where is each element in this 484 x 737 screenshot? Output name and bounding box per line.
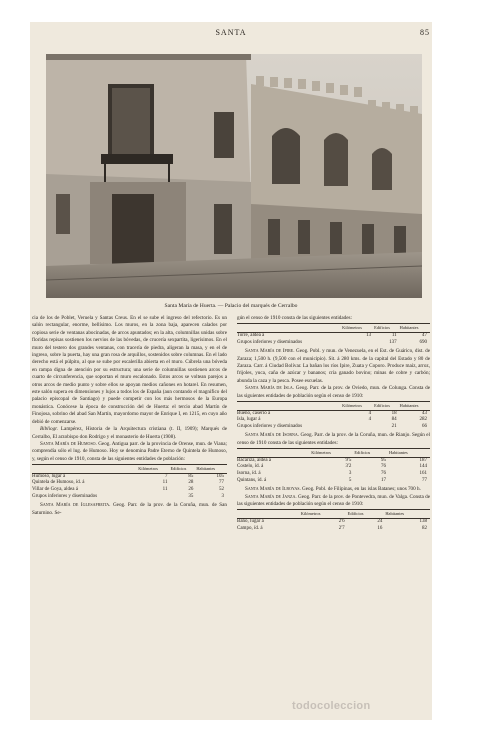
table-row: Grupos inferiores y diseminados 21 66 (237, 423, 427, 429)
table-row: Grupos inferiores y diseminados 137 690 (237, 339, 427, 345)
population-table-janza (237, 509, 430, 532)
table-row: Bacariza, aldea á 9'5 95 187 (237, 457, 427, 463)
table-header-row: Kilómetros Edificios Habitantes (237, 510, 430, 519)
table-row: Torre, aldea á 13 11 47 (237, 333, 427, 338)
table-row: Quintela de Humoso, íd. á 11 28 77 (32, 480, 224, 486)
entry-ipire (237, 348, 430, 385)
entry-head-janza: Santa María de Janza. (245, 493, 297, 500)
table-header-row: Kilómetros Edificios Habitantes (237, 402, 430, 411)
col-header-hab: Habitantes (196, 465, 227, 474)
table-row: Bueño, caserío á 4 18 43 (237, 410, 427, 416)
table-header-row (32, 465, 227, 474)
entry-janza (237, 494, 430, 509)
left-column (32, 315, 227, 517)
entry-text-ipire: Geog. Pobl. y mun. de Venezuela, en el Est. de Guárico, dist. de Zaraza; 1,500 h. (9,500 con el municipio). Sit. á 280 kms. de la capital del Estado y 80 de Zaraza. Carr. á Ciudad Bolívar. La bañan los ríos Ipire, Zuata y Coporo. Produce maíz, arroz, frijoles, yuca, caña de azúcar y bananos; cría ganado bovino; minas de cobre y carbón; abunda la caza y la pesca. Posee escuelas. (237, 348, 430, 384)
table-row: Campo, íd. á 2'7 16 82 (237, 525, 427, 531)
col-header-ed: Edificios (170, 465, 196, 474)
running-header (30, 28, 432, 40)
population-table-isla (237, 401, 430, 430)
entry-isla (237, 385, 430, 400)
entry-text-ilboyas: Geog. Pobl. de Filipinas, en las islas Batanes; unos 700 h. (302, 486, 421, 493)
entry-text-janza: Geog. Parr. de la prov. de Pontevedra, mun. de Valga. Consta de las siguientes entidades de población según el censo de 1910: (237, 493, 430, 507)
population-table-humoso (32, 464, 227, 500)
table-row: Villar de Goya, aldea á 11 26 52 (32, 486, 224, 492)
table-row: Quintans, íd. á 5 17 77 (237, 477, 427, 483)
table-row: Isla, lugar á 4 84 282 (237, 417, 427, 423)
population-table-isorna (237, 448, 430, 484)
table-header-row: Kilómetros Edificios Habitantes (237, 449, 430, 458)
entry-text-isorna: Geog. Parr. de la prov. de la Coruña, mun. de Rianjo. Según el censo de 1910 consta de las siguientes entidades: (237, 432, 430, 446)
table-row: Isorna, íd. á 3 76 161 (237, 471, 427, 476)
table-row: Baño, lugar á 2'6 24 138 (237, 519, 427, 524)
continued-paragraph: gún el censo de 1910 consta de las siguientes entidades: (237, 315, 352, 321)
table-row: Grupos inferiores y diseminados 35 3 (32, 493, 224, 499)
entry-text-humoso: Geog. Antigua parr. de la provincia de Orense, mun. de Viana; comprendía sólo el lug. de Humoso. Hoy se denomina Padre Eterno de Quintela de Humoso, y, según el censo de 1910, consta de las siguientes entidades de población: (32, 440, 227, 462)
entry-ilboyas (237, 486, 430, 493)
refectory-paragraph: cia de los de Poblet, Veruela y Santas Creus. En el se sube el ingreso del refectorio. Es un salón rectangular, enorme, bellísimo. Los muros, en la zona baja, aparecen calados por copiosa serie de ventanas abocinadas, de arcos apuntados; en la alta, columnillas unidas sobre floridas repisas sostienen los nervios de las bóvedas, de crucería sexpartita, ligerísimos. En el muro del testero dos grandes ventanas, con tracería de piedra, aligeran la masa, y en el de ingreso, sobre la puerta, hay una gran rosa de arquillos, sostenidos sobre columnas. En el lado derecho está el púlpito, al que se sube por escalerilla abierta en el muro. Cúbrela una bóveda en rampa digna de atención por su estructura; una serie de columnillas sostienen arcos de cuarto de circunferencia, que soportan el muro escalonado. Estos arcos se voltean parejos a otros arcos de medio punto y sobre ellos se apoyan medios cañones en hotarel. En resumen, este salón supera en dimensiones y lujos a todos los de España (aun contando el magnífico del palacio episcopal de Santiago) y puede competir con los más hermosos de la Europa monástica. Conócese la época de construcción del de Huerta: el tercio abad Martín de Finojosa, sobrino del abad San Martín, mayordomo mayor de Enrique I, en 1215, en cuyo año debió de comenzarse. (32, 315, 227, 425)
palace-photograph (46, 54, 422, 298)
bibliography-paragraph (32, 426, 227, 441)
entry-text-isla: Geog. Parr. de la prov. de Oviedo, mun. de Colunga. Consta de las siguientes entidades de población según el censo de 1910: (237, 385, 430, 399)
photo-caption: Santa María de Huerta. — Palacio del marqués de Cerralbo (164, 303, 298, 309)
table-row: Costelo, íd. á 3'2 76 144 (237, 464, 427, 470)
entry-head-humoso: Santa María de Humoso. (40, 440, 97, 447)
entry-iglesafreita (32, 502, 227, 517)
entry-humoso (32, 441, 227, 463)
bibliography-label: Bibliogr. (40, 426, 58, 433)
bibliography-text: Lampérez, Historia de la Arquitectura cristiana (t. II, 1909); Marqués de Cerralbo, El arzobispo don Rodrigo y el monasterio de Huerta (1908). (32, 426, 227, 440)
entry-head-isla: Santa María de Isla. (245, 385, 295, 392)
entry-head-isorna: Santa María de Isorna. (245, 432, 300, 439)
watermark: todocoleccion (292, 700, 371, 712)
entry-text-iglesafreita: Geog. Parr. de la prov. de la Coruña, mun. de San Saturnino. Se- (32, 502, 227, 516)
population-table-iglesafreita (237, 323, 430, 346)
table-row: Humoso, lugar á 7 85 105 (32, 473, 224, 479)
col-header-km: Kilómetros (138, 465, 170, 474)
entry-isorna (237, 432, 430, 447)
photograph-of-palace-icon (46, 54, 422, 298)
entry-head-ilboyas: Santa María de Ilboyas. (245, 486, 301, 493)
running-title: SANTA (215, 28, 247, 37)
entry-head-iglesafreita: Santa María de Iglesafreita. (40, 502, 111, 509)
book-page (30, 22, 432, 720)
right-column (237, 315, 430, 534)
table-header-row: Kilómetros Edificios Habitantes (237, 324, 430, 333)
page-number: 85 (420, 28, 430, 37)
entry-head-ipire: Santa María de Ipire. (245, 348, 295, 355)
